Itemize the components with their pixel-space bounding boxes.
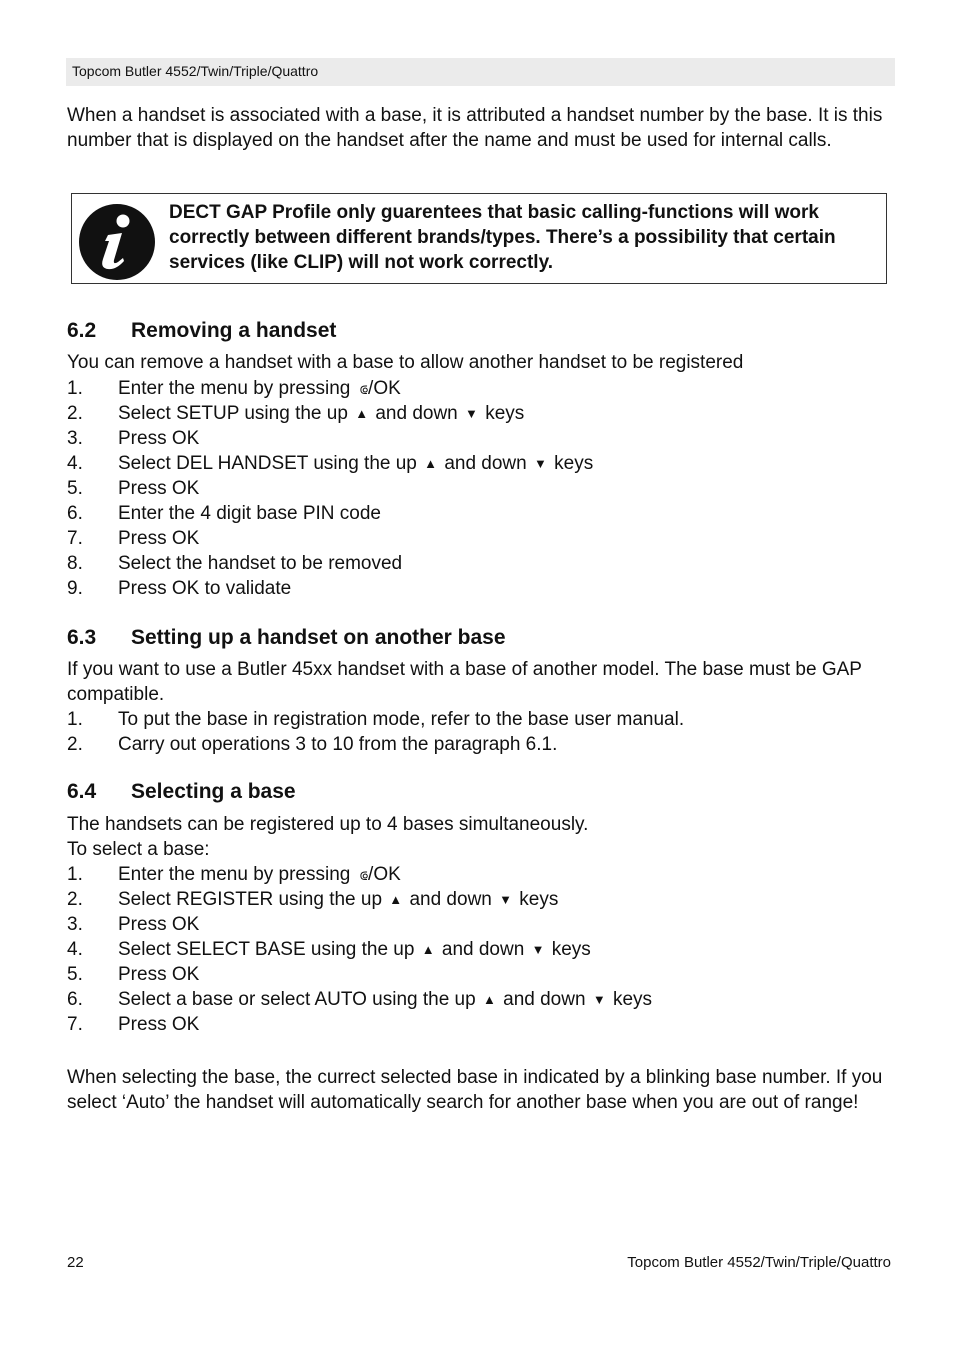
up-arrow-icon: ▲ <box>355 406 369 421</box>
page-number: 22 <box>67 1254 84 1271</box>
down-arrow-icon: ▼ <box>592 992 606 1007</box>
list-item: 6. Enter the 4 digit base PIN code <box>67 503 381 524</box>
note-box <box>71 193 887 284</box>
list-item: 2. Select REGISTER using the up ▲ and down ▼ keys <box>67 889 559 910</box>
page-header <box>66 58 895 86</box>
list-item: 7. Press OK <box>67 1014 200 1035</box>
section-number: 6.2 <box>67 319 97 342</box>
up-arrow-icon: ▲ <box>421 942 435 957</box>
section-title: Selecting a base <box>131 780 296 803</box>
menu-key-icon: ⟃ <box>359 867 369 883</box>
section-intro: You can remove a handset with a base to allow another handset to be registered <box>67 352 744 373</box>
section-number: 6.4 <box>67 780 97 803</box>
down-arrow-icon: ▼ <box>499 892 513 907</box>
list-item: 1. Enter the menu by pressing ⟃/OK <box>67 376 593 401</box>
list-item: 1. To put the base in registration mode, refer to the base user manual. <box>67 709 685 730</box>
list-item: 5. Press OK <box>67 964 200 985</box>
down-arrow-icon: ▼ <box>534 456 547 471</box>
list-item: 4. Select DEL HANDSET using the up ▲ and down ▼ keys <box>67 453 594 474</box>
list-item: 7. Press OK <box>67 528 200 549</box>
menu-key-icon: ⟃ <box>359 381 369 397</box>
section-number: 6.3 <box>67 626 97 649</box>
section-heading-6-2 <box>67 318 336 344</box>
section-heading-6-3 <box>67 625 506 651</box>
up-arrow-icon: ▲ <box>389 892 403 907</box>
list-item: 2. Select SETUP using the up ▲ and down ▼ keys <box>67 403 525 424</box>
list-item: 3. Press OK <box>67 914 200 935</box>
list-item: 9. Press OK to validate <box>67 578 292 599</box>
down-arrow-icon: ▼ <box>465 406 478 421</box>
list-item: 6. Select a base or select AUTO using the up ▲ and down ▼ keys <box>67 989 653 1010</box>
list-item: 3. Press OK <box>67 428 200 449</box>
steps-list-6-3 <box>67 707 684 757</box>
up-arrow-icon: ▲ <box>482 992 496 1007</box>
section-intro: The handsets can be registered up to 4 bases simultaneously. <box>67 814 589 835</box>
list-item: 5. Press OK <box>67 478 200 499</box>
footer-title: Topcom Butler 4552/Twin/Triple/Quattro <box>627 1254 891 1271</box>
list-item: 1. Enter the menu by pressing ⟃/OK <box>67 862 652 887</box>
section-intro: If you want to use a Butler 45xx handset with a base of another model. The base must be GAP compatible. <box>67 659 862 705</box>
intro-paragraph: When a handset is associated with a base, it is attributed a handset number by the base. It is this number that is displayed on the handset after the name and must be used for internal calls. <box>67 105 883 151</box>
steps-list-6-4 <box>67 862 652 1037</box>
header-title: Topcom Butler 4552/Twin/Triple/Quattro <box>72 63 319 79</box>
info-icon <box>78 203 156 281</box>
up-arrow-icon: ▲ <box>424 456 438 471</box>
section-outro: When selecting the base, the currect selected base in indicated by a blinking base number. If you select ‘Auto’ the handset will automatically search for another base when you are out of range! <box>67 1067 883 1113</box>
list-item: 8. Select the handset to be removed <box>67 553 403 574</box>
section-heading-6-4 <box>67 779 296 805</box>
section-title: Removing a handset <box>131 319 337 342</box>
section-intro-2: To select a base: <box>67 839 210 860</box>
note-text: DECT GAP Profile only guarentees that basic calling-functions will work correctly between different brands/types. There’s a possibility that certain services (like CLIP) will not work correctly. <box>169 202 836 273</box>
steps-list-6-2 <box>67 376 593 601</box>
down-arrow-icon: ▼ <box>531 942 545 957</box>
list-item: 4. Select SELECT BASE using the up ▲ and down ▼ keys <box>67 939 591 960</box>
section-title: Setting up a handset on another base <box>131 626 506 649</box>
list-item: 2. Carry out operations 3 to 10 from the paragraph 6.1. <box>67 734 558 755</box>
